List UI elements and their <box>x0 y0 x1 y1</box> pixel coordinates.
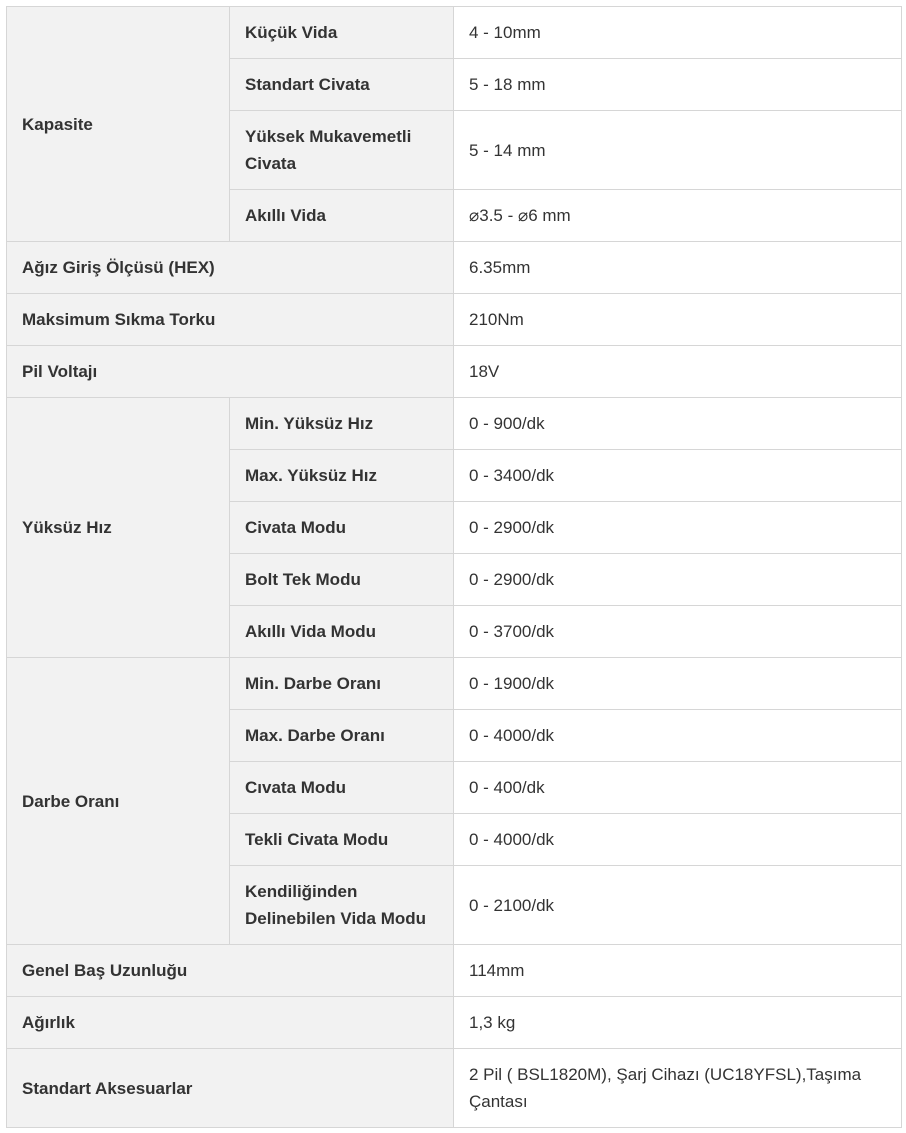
sub-label: Küçük Vida <box>230 7 454 59</box>
spec-value: 0 - 4000/dk <box>454 710 902 762</box>
spec-value: 0 - 400/dk <box>454 762 902 814</box>
spec-label: Ağırlık <box>7 997 454 1049</box>
sub-label: Kendiliğinden Delinebilen Vida Modu <box>230 866 454 945</box>
spec-label: Maksimum Sıkma Torku <box>7 294 454 346</box>
group-label: Kapasite <box>7 7 230 242</box>
spec-value: 0 - 2900/dk <box>454 554 902 606</box>
spec-label: Pil Voltajı <box>7 346 454 398</box>
sub-label: Min. Darbe Oranı <box>230 658 454 710</box>
table-row <box>7 7 902 59</box>
spec-value: 0 - 2900/dk <box>454 502 902 554</box>
table-row <box>7 398 902 450</box>
spec-value: 2 Pil ( BSL1820M), Şarj Cihazı (UC18YFSL),Taşıma Çantası <box>454 1049 902 1128</box>
spec-label: Ağız Giriş Ölçüsü (HEX) <box>7 242 454 294</box>
spec-value: 4 - 10mm <box>454 7 902 59</box>
spec-value: ⌀3.5 - ⌀6 mm <box>454 190 902 242</box>
table-row <box>7 1049 902 1128</box>
spec-value: 1,3 kg <box>454 997 902 1049</box>
table-row <box>7 997 902 1049</box>
spec-value: 5 - 14 mm <box>454 111 902 190</box>
spec-value: 0 - 900/dk <box>454 398 902 450</box>
spec-value: 0 - 1900/dk <box>454 658 902 710</box>
spec-table <box>6 6 902 1128</box>
sub-label: Bolt Tek Modu <box>230 554 454 606</box>
table-row <box>7 346 902 398</box>
sub-label: Standart Civata <box>230 59 454 111</box>
sub-label: Max. Darbe Oranı <box>230 710 454 762</box>
spec-value: 0 - 2100/dk <box>454 866 902 945</box>
sub-label: Yüksek Mukavemetli Civata <box>230 111 454 190</box>
sub-label: Akıllı Vida Modu <box>230 606 454 658</box>
spec-value: 0 - 3700/dk <box>454 606 902 658</box>
sub-label: Min. Yüksüz Hız <box>230 398 454 450</box>
spec-value: 210Nm <box>454 294 902 346</box>
spec-value: 114mm <box>454 945 902 997</box>
spec-value: 6.35mm <box>454 242 902 294</box>
sub-label: Civata Modu <box>230 502 454 554</box>
table-row <box>7 294 902 346</box>
spec-value: 18V <box>454 346 902 398</box>
spec-value: 0 - 3400/dk <box>454 450 902 502</box>
spec-label: Genel Baş Uzunluğu <box>7 945 454 997</box>
sub-label: Cıvata Modu <box>230 762 454 814</box>
table-row <box>7 945 902 997</box>
spec-label: Standart Aksesuarlar <box>7 1049 454 1128</box>
table-row <box>7 242 902 294</box>
group-label: Yüksüz Hız <box>7 398 230 658</box>
sub-label: Max. Yüksüz Hız <box>230 450 454 502</box>
sub-label: Akıllı Vida <box>230 190 454 242</box>
sub-label: Tekli Civata Modu <box>230 814 454 866</box>
spec-value: 0 - 4000/dk <box>454 814 902 866</box>
spec-value: 5 - 18 mm <box>454 59 902 111</box>
table-row <box>7 658 902 710</box>
group-label: Darbe Oranı <box>7 658 230 945</box>
